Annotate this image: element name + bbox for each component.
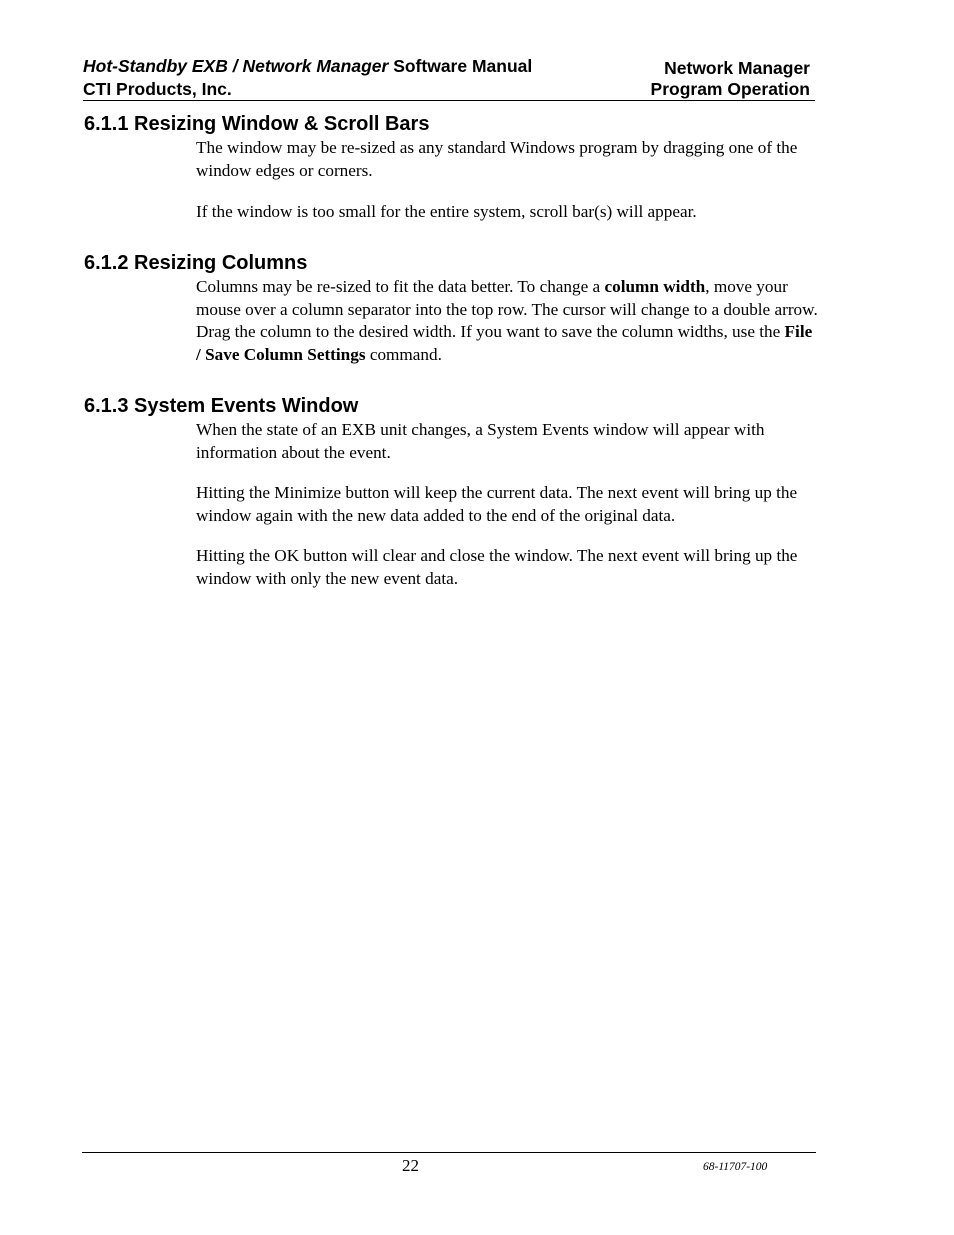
footer-rule — [82, 1152, 816, 1153]
page-header — [83, 56, 815, 101]
text-run: , move your mouse over a column separator into the top row. The cursor will change to a double arrow. Drag the column to the desired width. If you want to save the column widths, use the — [196, 277, 818, 341]
paragraph-resize-window: The window may be re-sized as any standard Windows program by dragging one of the window edges or corners. — [196, 138, 798, 180]
header-title-italic: Hot-Standby EXB / Network Manager — [83, 56, 389, 76]
header-chapter: Network Manager — [664, 58, 810, 78]
header-title-rest: Software Manual — [388, 56, 533, 76]
document-number: 68-11707-100 — [703, 1161, 768, 1173]
text-run: Columns may be re-sized to fit the data better. To change a — [196, 277, 605, 296]
paragraph-scroll-bars: If the window is too small for the entire system, scroll bar(s) will appear. — [196, 202, 697, 221]
page-number: 22 — [402, 1156, 419, 1175]
paragraph-resize-columns — [196, 276, 821, 366]
header-section: Program Operation — [650, 79, 810, 99]
header-company: CTI Products, Inc. — [83, 79, 232, 99]
paragraph-ok-button: Hitting the OK button will clear and close the window. The next event will bring up the window with only the new event data. — [196, 546, 798, 588]
bold-term-column-width: column width — [604, 277, 706, 296]
section-heading-system-events: 6.1.3 System Events Window — [84, 395, 359, 417]
section-heading-resizing-columns: 6.1.2 Resizing Columns — [84, 252, 308, 274]
section-heading-resizing-window: 6.1.1 Resizing Window & Scroll Bars — [84, 113, 430, 135]
paragraph-minimize-button: Hitting the Minimize button will keep the current data. The next event will bring up the window again with the new data added to the end of the original data. — [196, 483, 798, 525]
header-title — [83, 56, 532, 77]
text-run: command. — [365, 344, 442, 364]
bold-term-save-column-settings: File / Save Column Settings — [196, 322, 813, 364]
paragraph-system-events: When the state of an EXB unit changes, a System Events window will appear with information about the event. — [196, 420, 765, 462]
